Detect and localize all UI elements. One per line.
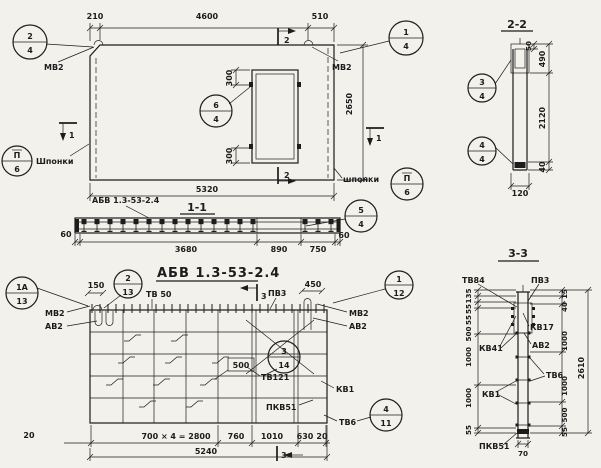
dim-120: 120 xyxy=(511,189,529,198)
dim-door-300-top: 300 xyxy=(225,69,234,87)
bubble-top: П xyxy=(13,151,21,160)
bubble-3-14 xyxy=(268,341,300,373)
label-pkv51: ПКВ51 xyxy=(479,442,510,451)
dim-150: 150 xyxy=(87,281,105,290)
bubble-bottom: 4 xyxy=(479,92,485,101)
bubble-6-4 xyxy=(200,95,232,127)
dim-door-300-bottom: 300 xyxy=(225,147,234,165)
label-tv121: ТВ121 xyxy=(261,373,290,382)
lifting-loop-icon xyxy=(94,41,313,46)
bubble-top: 1 xyxy=(396,275,402,284)
door-opening-inner xyxy=(256,74,294,159)
label-tv6: ТВ6 xyxy=(339,418,357,427)
plan-dim-ticks xyxy=(87,25,366,199)
dim-70: 70 xyxy=(517,449,529,458)
plan-dimension-lines xyxy=(90,28,363,196)
label-kv17: КВ17 xyxy=(530,323,554,332)
bubble-bottom: 13 xyxy=(16,297,28,306)
bottom-key xyxy=(515,162,526,168)
cut-label: 1 xyxy=(69,131,75,140)
bubble-top: 1 xyxy=(403,28,409,37)
door-opening xyxy=(252,70,298,163)
label-pv3: ПВ3 xyxy=(531,276,550,285)
anchor-dashed-lines xyxy=(96,48,328,178)
dim-20-right: 20 xyxy=(316,432,328,441)
hollow-core-ribs-left xyxy=(79,219,257,232)
bubble-bottom: 4 xyxy=(213,115,219,124)
section-title: 3-3 xyxy=(508,247,528,260)
section-1-1 xyxy=(60,196,377,254)
cut-mark-2-top xyxy=(278,28,296,45)
bubble-bottom: 13 xyxy=(122,288,134,297)
bubble-bottom: 6 xyxy=(404,188,410,197)
bottom-key xyxy=(517,429,529,434)
dim-3680: 3680 xyxy=(174,245,198,254)
label-mv2-right: МВ2 xyxy=(332,63,352,72)
dim-210: 210 xyxy=(86,12,104,21)
dim-50: 50 xyxy=(524,40,533,52)
dim-55: 55 xyxy=(464,314,473,326)
bubble-p-6-left xyxy=(2,146,32,176)
bent-bar-symbols xyxy=(106,335,229,407)
bubble-2-4 xyxy=(13,25,47,59)
bubble-4-11 xyxy=(370,399,402,431)
dim-450: 450 xyxy=(304,280,322,289)
cut-mark-3-top xyxy=(240,284,267,301)
dim-55: 55 xyxy=(464,424,473,436)
label-kv41: КВ41 xyxy=(479,344,503,353)
dim-55: 55 xyxy=(464,303,473,315)
hollow-core-ribs-right xyxy=(301,219,336,232)
section-title: 2-2 xyxy=(507,18,527,31)
bubble-top: 2 xyxy=(125,274,131,283)
bubble-bottom: 4 xyxy=(27,46,33,55)
dim-55: 55 xyxy=(560,426,569,438)
label-tv84: ТВ84 xyxy=(462,276,485,285)
mesh-top-dim-ticks xyxy=(85,288,325,296)
bubble-top: 4 xyxy=(479,141,485,150)
bubble-bottom: 4 xyxy=(403,42,409,51)
dim-2610: 2610 xyxy=(577,356,586,380)
label-tv50: ТВ 50 xyxy=(146,290,172,299)
bubble-bottom: 11 xyxy=(380,419,392,428)
anchor-hooks xyxy=(93,299,311,330)
cut-label: 2 xyxy=(284,171,290,180)
cut-label: 1 xyxy=(376,134,382,143)
dim-4600: 4600 xyxy=(195,12,219,21)
bubble-bottom: 6 xyxy=(14,165,20,174)
dim-760: 760 xyxy=(227,432,245,441)
tie-rungs xyxy=(517,333,529,425)
label-av2-right: АВ2 xyxy=(349,322,367,331)
dim-500: 500 xyxy=(232,361,250,370)
bubble-top: 5 xyxy=(358,206,364,215)
main-title: АБВ 1.3-53-2.4 xyxy=(157,266,281,281)
dim-1000: 1000 xyxy=(560,375,569,397)
label-pkv51: ПКВ51 xyxy=(266,403,297,412)
mesh-view xyxy=(6,270,413,461)
bubble-1a-13 xyxy=(6,277,38,309)
label-kv1: КВ1 xyxy=(482,390,501,399)
dim-1010: 1010 xyxy=(260,432,284,441)
dim-1000: 1000 xyxy=(464,346,473,368)
bubble-p-6-right xyxy=(391,168,423,200)
label-mv2-left: МВ2 xyxy=(44,63,64,72)
dim-5320: 5320 xyxy=(195,185,219,194)
bubble-3-4 xyxy=(468,74,496,102)
bubble-2-13 xyxy=(114,270,142,298)
dim-890: 890 xyxy=(270,245,288,254)
cut-label: 3 xyxy=(281,451,287,460)
cut-mark-1-right xyxy=(366,128,384,146)
label-av2-left: АВ2 xyxy=(45,322,63,331)
label-mv2-right: МВ2 xyxy=(349,309,369,318)
section-title: 1-1 xyxy=(187,201,207,214)
mesh-horizontal-bars xyxy=(90,332,327,398)
hinge-marks xyxy=(249,82,301,149)
bubble-top: 3 xyxy=(479,78,485,87)
plan-outline xyxy=(90,45,334,180)
cut-label: 3 xyxy=(261,292,267,301)
label-pv3-top: ПВ3 xyxy=(268,289,287,298)
label-kv1: КВ1 xyxy=(336,385,355,394)
label-mv2-left: МВ2 xyxy=(45,309,65,318)
cut-mark-3-bottom xyxy=(277,446,303,461)
cut-mark-1-left xyxy=(59,123,77,141)
s11-extension-lines xyxy=(75,234,340,246)
dim-5240: 5240 xyxy=(194,447,218,456)
dim-1000: 1000 xyxy=(464,387,473,409)
dim-750: 750 xyxy=(309,245,327,254)
panel-mark-label: АБВ 1.3-53-2.4 xyxy=(92,196,160,205)
label-av2: АВ2 xyxy=(532,341,550,350)
bubble-bottom: 4 xyxy=(479,155,485,164)
cut-label: 2 xyxy=(284,36,290,45)
s33-extension-lines xyxy=(474,290,592,448)
label-shponki-left: Шпонки xyxy=(36,157,74,166)
bubble-1-12 xyxy=(385,271,413,299)
bubble-bottom: 12 xyxy=(393,289,405,298)
bubble-top: 1А xyxy=(16,283,28,292)
bubble-5-4 xyxy=(345,200,377,232)
bubble-bottom: 14 xyxy=(278,361,290,370)
dim-700x4: 700 × 4 = 2800 xyxy=(141,432,211,441)
dim-630: 630 xyxy=(296,432,314,441)
dim-490: 490 xyxy=(538,50,547,68)
section-2-2 xyxy=(468,18,553,198)
s22-leader-lines xyxy=(495,60,513,164)
column-outline xyxy=(516,292,530,438)
cut-mark-2-bottom xyxy=(278,167,296,184)
dim-15: 15 xyxy=(560,288,569,300)
bubble-4-4 xyxy=(468,137,496,165)
dim-500: 500 xyxy=(560,407,569,423)
dim-60-left: 60 xyxy=(60,230,72,239)
bubble-bottom: 4 xyxy=(358,220,364,229)
dim-500: 500 xyxy=(464,326,473,342)
bubble-top: 2 xyxy=(27,32,33,41)
dim-2650: 2650 xyxy=(345,92,354,116)
dim-135: 135 xyxy=(464,288,473,304)
plan-view xyxy=(2,12,423,201)
bubble-top: 4 xyxy=(383,405,389,414)
bubble-top: 3 xyxy=(281,347,287,356)
mesh-top-wire-ticks xyxy=(91,304,326,313)
s33-dimension-lines xyxy=(478,290,588,444)
dim-1000: 1000 xyxy=(560,330,569,352)
dim-60-right: 60 xyxy=(338,231,350,240)
s33-dim-ticks xyxy=(475,287,591,447)
label-shponki-right: шпонки xyxy=(343,175,380,184)
dim-20-left: 20 xyxy=(23,431,35,440)
dim-40: 40 xyxy=(538,161,547,173)
bubble-1-4 xyxy=(389,21,423,55)
plan-extension-lines xyxy=(90,23,368,201)
dim-2120: 2120 xyxy=(538,106,547,130)
section-3-3 xyxy=(462,247,592,458)
label-tv6: ТВ6 xyxy=(546,371,564,380)
bubble-top: 6 xyxy=(213,101,219,110)
dim-40: 40 xyxy=(560,301,569,313)
bubble-top: П xyxy=(403,174,411,183)
dim-510: 510 xyxy=(311,12,329,21)
